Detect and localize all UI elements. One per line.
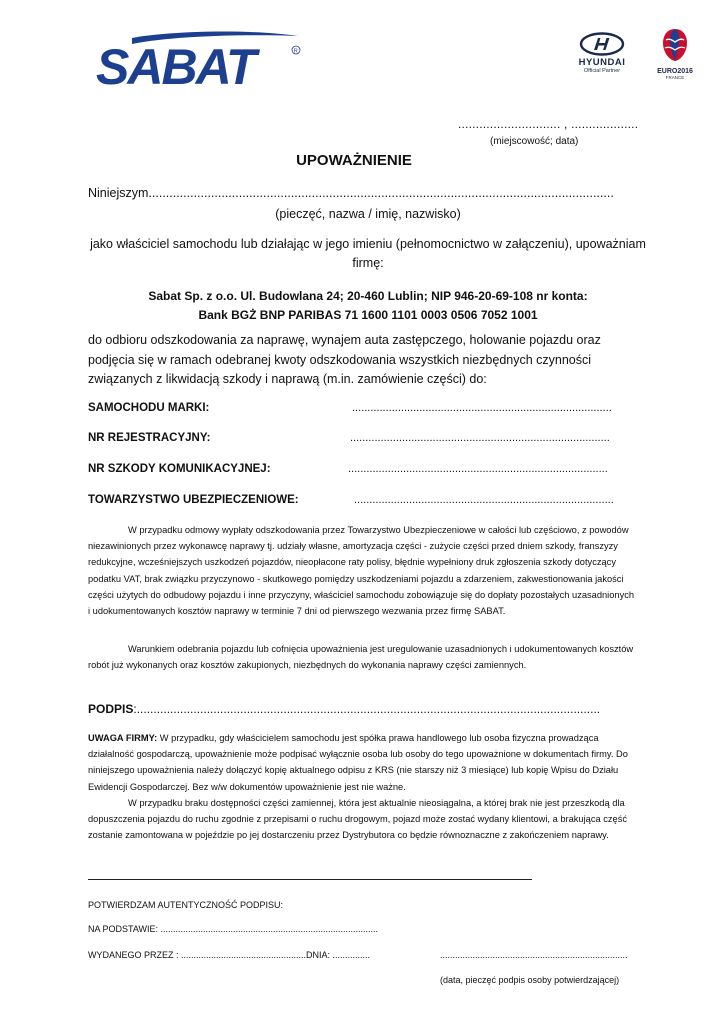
field-input-registration[interactable]: ..................................................................................... [350,432,610,444]
confirmation-signature-dots[interactable]: ........................................................................... [440,950,628,960]
sabat-logo [92,30,304,88]
field-input-claim-number[interactable]: ..................................................................................... [348,463,608,475]
place-date-dots: ............................. , ................... [458,117,639,131]
sabat-brand-text: SABAT [96,39,255,88]
authorization-purpose: do odbioru odszkodowania za naprawę, wynajem auta zastępczego, holowanie pojazdu oraz podjęcia się w ramach odebranej kwoty odszkodowania wszystkich niezbędnych czynności związanych z likwidacją szkody i naprawą (m.in. zamówienie części) do: [88,333,601,386]
grantor-line: Niniejszym...................................................................................................................................... [88,186,614,200]
trophy-emblem-icon [660,28,690,62]
confirmation-heading: POTWIERDZAM AUTENTYCZNOŚĆ PODPISU: [88,900,284,910]
partner-label: Official Partner [583,68,621,74]
field-label-registration: NR REJESTRACYJNY: [88,432,211,444]
document-title: UPOWAŻNIENIE [296,152,412,169]
missing-parts-paragraph: W przypadku braku dostępności części zamiennej, która jest aktualnie nieosiągalna, a której brak nie jest przeszkodą dla dopuszczenia pojazdu do ruchu zgodnie z przepisami o ruchu drogowym, pojazd może zostać wydany klientowi, a brakująca część zostanie zamontowana w pojeździe po jej dostarczeniu przez Dystrybutora co będzie równoznaczne z zakończeniem naprawy. [88,797,627,841]
svg-text:R: R [293,48,298,55]
event-name: EURO2016 [657,68,693,75]
company-address: Sabat Sp. z o.o. Ul. Budowlana 24; 20-460 Lublin; NIP 946-20-69-108 nr konta: [148,289,588,303]
place-date-caption: (miejscowość; data) [490,136,579,147]
confirmation-basis[interactable]: NA PODSTAWIE: ....................................................................................... [88,924,379,934]
divider-line [88,879,532,880]
confirmation-issued-by[interactable]: WYDANEGO PRZEZ : ..................................................DNIA: ............... [88,950,371,960]
field-input-car-make[interactable]: ..................................................................................... [352,402,612,414]
company-notice [88,730,638,843]
euro2016-logo [652,28,698,86]
signature-input[interactable]: :........................................................................................................................................... [133,702,601,716]
partner-name: HYUNDAI [578,57,626,68]
company-bank-account: Bank BGŻ BNP PARIBAS 71 1600 1101 0003 0506 7052 1001 [198,308,538,322]
notice-lead: UWAGA FIRMY: [88,733,158,743]
terms-release-paragraph: Warunkiem odebrania pojazdu lub cofnięcia upoważnienia jest uregulowanie uzasadnionych i udokumentowanych kosztów robót już wykonanych oraz kosztów zakupionych, niezbędnych do wykonania naprawy części zamiennych. [88,644,634,671]
signature-label: PODPIS [88,702,134,716]
event-country: FRANCE [665,75,685,80]
signature-line [88,702,648,716]
field-input-insurer[interactable]: ..................................................................................... [354,494,614,506]
notice-text: W przypadku, gdy właścicielem samochodu jest spółka prawa handlowego lub osoba fizyczna prowadząca działalność gospodarczą, upoważnienie może podpisać wyłącznie osoba lub osoby do tego upoważnione w dokumentach firmy. Do niniejszego upoważnienia należy dołączyć kopię aktualnego odpisu z KRS (nie starszy niż 3 miesiące) lub kopię Wpisu do Działu Ewidencji Gospodarczej. Bez w/w dokumentów upoważnienie jest nie ważne. [88,733,628,792]
hyundai-emblem-icon [579,32,625,56]
field-label-claim-number: NR SZKODY KOMUNIKACYJNEJ: [88,463,271,475]
ownership-statement: jako właściciel samochodu lub działając w jego imieniu (pełnomocnictwo w załączeniu), upoważniam firmę: [90,237,646,270]
field-label-insurer: TOWARZYSTWO UBEZPIECZENIOWE: [88,494,299,506]
hyundai-partner-logo [566,32,638,82]
confirmation-signature-caption: (data, pieczęć podpis osoby potwierdzającej) [440,975,620,985]
grantor-caption: (pieczęć, nazwa / imię, nazwisko) [275,207,461,221]
field-label-car-make: SAMOCHODU MARKI: [88,402,210,414]
company-notice-paragraph [88,730,638,795]
terms-refusal-paragraph: W przypadku odmowy wypłaty odszkodowania przez Towarzystwo Ubezpieczeniowe w całości lub częściowo, z powodów niezawinionych przez wykonawcę naprawy tj. udziały własne, amortyzacja części - zużycie części przed dniem szkody, franszyzy redukcyjne, wcześniejszych uszkodzeń pojazdów, nieopłacone raty polisy, błędnie wypełniony druk zgłoszenia szkody dotyczący podatku VAT, brak związku przyczynowo - skutkowego pomiędzy uszkodzeniami pojazdu a zdarzeniem, zakwestionowania jakości części użytych do odbudowy pojazdu i inne przyczyny, właściciel samochodu zobowiązuje się do dopłaty pozostałych uzasadnionych i udokumentowanych kosztów naprawy w terminie 7 dni od pierwszego wezwania przez firmę SABAT. [88,525,635,617]
company-details [88,287,648,325]
